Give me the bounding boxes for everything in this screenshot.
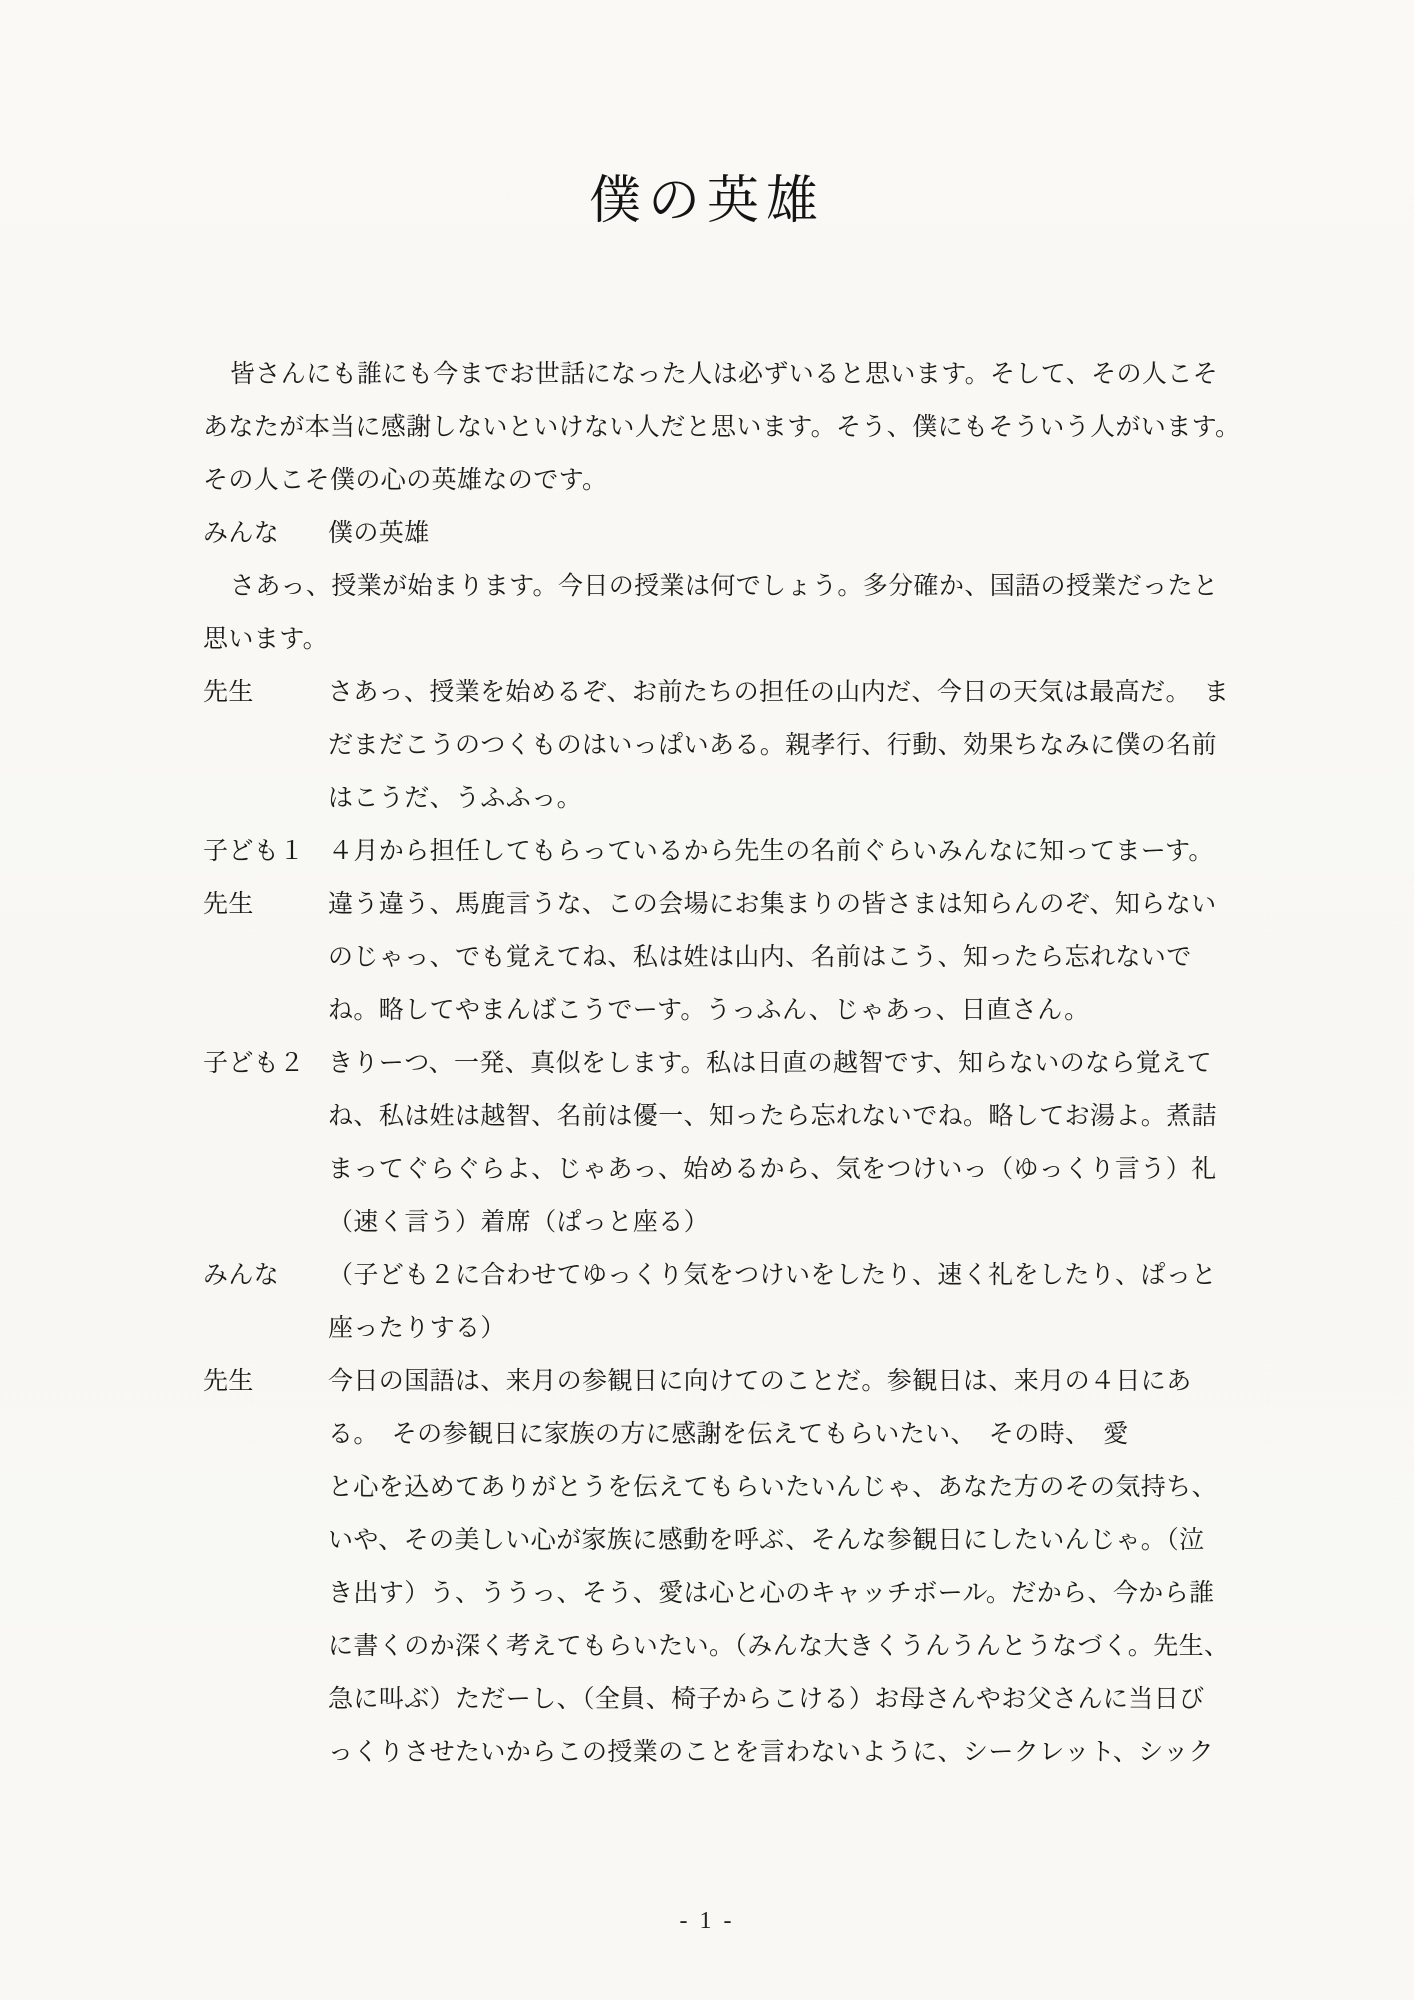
script-line: 思います。 — [203, 626, 329, 653]
speaker-label: 先生 — [203, 891, 254, 918]
script-line: き出す）う、ううっ、そう、愛は心と心のキャッチボール。だから、今から誰 — [328, 1580, 1215, 1607]
speech-text — [328, 1355, 1230, 1779]
script-line: まってぐらぐらよ、じゃあっ、始めるから、気をつけいっ（ゆっくり言う）礼 — [328, 1156, 1217, 1183]
script-line: いや、その美しい心が家族に感動を呼ぶ、そんな参観日にしたいんじゃ。（泣 — [328, 1527, 1205, 1554]
script-block — [203, 1249, 1217, 1355]
script-block — [203, 1037, 1217, 1249]
script-line: さあっ、授業が始まります。今日の授業は何でしょう。多分確か、国語の授業だったと — [230, 573, 1219, 600]
page-title: 僕の英雄 — [588, 173, 825, 230]
speaker-label: みんな — [203, 520, 280, 547]
speech-text — [328, 1037, 1217, 1249]
script-line: と心を込めてありがとうを伝えてもらいたいんじゃ、あなた方のその気持ち、 — [328, 1474, 1218, 1501]
speech-text — [328, 825, 1217, 878]
script-line: （子ども２に合わせてゆっくり気をつけいをしたり、速く礼をしたり、ぱっと — [328, 1262, 1217, 1289]
speech-text — [328, 507, 1217, 560]
script-line: その人こそ僕の心の英雄なのです。 — [203, 467, 608, 494]
script-line: 座ったりする） — [328, 1315, 506, 1342]
script-block — [203, 666, 1230, 825]
script-line: のじゃっ、でも覚えてね、私は姓は山内、名前はこう、知ったら忘れないで — [328, 944, 1192, 971]
speaker-label: みんな — [203, 1262, 280, 1289]
script-line: に書くのか深く考えてもらいたい。（みんな大きくうんうんとうなづく。先生、 — [328, 1633, 1230, 1660]
script-line: 急に叫ぶ）ただーし、（全員、椅子からこける）お母さんやお父さんに当日び — [328, 1686, 1205, 1713]
speaker-label: 先生 — [203, 679, 254, 706]
script-line: 違う違う、馬鹿言うな、この会場にお集まりの皆さまは知らんのぞ、知らない — [328, 891, 1217, 918]
narration-text — [203, 348, 1241, 507]
script-line: っくりさせたいからこの授業のことを言わないように、シークレット、シック — [328, 1739, 1215, 1766]
script-line: あなたが本当に感謝しないといけない人だと思います。そう、僕にもそういう人がいます。 — [203, 414, 1241, 441]
speaker-label: 子ども２ — [203, 1050, 305, 1077]
script-line: きりーつ、一発、真似をします。私は日直の越智です、知らないのなら覚えて — [328, 1050, 1213, 1077]
script-line: 皆さんにも誰にも今までお世話になった人は必ずいると思います。そして、その人こそ — [230, 361, 1219, 388]
script-line: 僕の英雄 — [328, 520, 430, 547]
script-line: （速く言う）着席（ぱっと座る） — [328, 1209, 710, 1236]
script-block — [203, 348, 1241, 507]
narration-text — [203, 560, 1217, 666]
script-block — [203, 878, 1217, 1037]
script-line: ね、私は姓は越智、名前は優一、知ったら忘れないでね。略してお湯よ。煮詰 — [328, 1103, 1218, 1130]
script-block — [203, 825, 1217, 878]
speaker-label: 子ども１ — [203, 838, 305, 865]
script-line: さあっ、授業を始めるぞ、お前たちの担任の山内だ、今日の天気は最高だ。 ま — [328, 679, 1230, 706]
script-line: はこうだ、うふふっ。 — [328, 785, 583, 812]
script-line: ね。略してやまんばこうでーす。うっふん、じゃあっ、日直さん。 — [328, 997, 1090, 1024]
script-block — [203, 1355, 1230, 1779]
speech-text — [328, 666, 1230, 825]
script-line: だまだこうのつくものはいっぱいある。親孝行、行動、効果ちなみに僕の名前 — [328, 732, 1218, 759]
script-line: ４月から担任してもらっているから先生の名前ぐらいみんなに知ってまーす。 — [328, 838, 1214, 865]
speech-text — [328, 878, 1217, 1037]
script-block — [203, 507, 1217, 560]
speech-text — [328, 1249, 1217, 1355]
script-body — [203, 348, 1241, 1779]
script-block — [203, 560, 1217, 666]
script-line: る。 その参観日に家族の方に感謝を伝えてもらいたい、 その時、 愛 — [328, 1421, 1129, 1448]
speaker-label: 先生 — [203, 1368, 254, 1395]
script-line: 今日の国語は、来月の参観日に向けてのことだ。参観日は、来月の４日にあ — [328, 1368, 1192, 1395]
page-number: - 1 - — [679, 1908, 735, 1934]
